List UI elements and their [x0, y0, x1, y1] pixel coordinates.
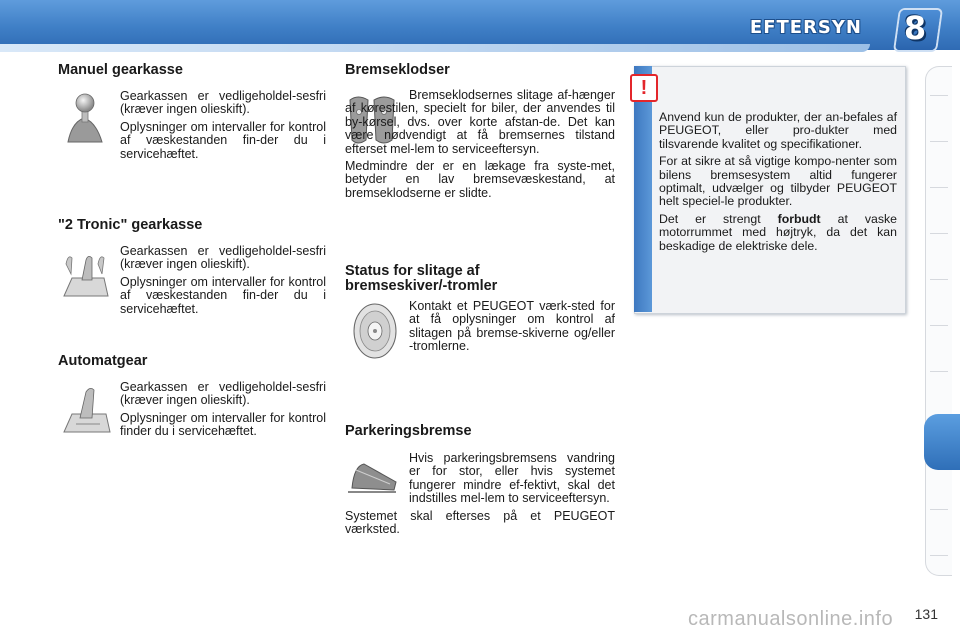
- tab-divider: [930, 371, 948, 372]
- heading-line: bremseskiver/-tromler: [345, 278, 498, 294]
- warning-box-accent-bar: [634, 66, 652, 312]
- paragraph: Oplysninger om intervaller for kontrol af væskestanden fin-der du i servicehæftet.: [120, 274, 326, 316]
- warning-text: [659, 111, 897, 257]
- parking-brake-text: [345, 452, 615, 540]
- warning-exclamation-icon: !: [630, 74, 658, 102]
- header-swoosh: [0, 44, 870, 52]
- tab-divider: [930, 279, 948, 280]
- watermark: carmanualsonline.info: [688, 608, 894, 630]
- page-number: 131: [914, 606, 938, 622]
- heading-2tronic-gearbox: "2 Tronic" gearkasse: [58, 217, 203, 233]
- automatic-gear-selector-icon: [60, 384, 112, 440]
- heading-parking-brake: Parkeringsbremse: [345, 423, 472, 439]
- paragraph: Bremseklodsernes slitage af-hænger af kørestilen, specielt for biler, der anvendes til by-kørsel, dvs. over korte afstan-de. Det kan være nødvendigt at få bremsernes tilstand efterset mel-lem to serviceeftersyn.: [345, 88, 615, 156]
- paragraph: Gearkassen er vedligeholdel-sesfri (kræver ingen olieskift).: [120, 244, 326, 272]
- tab-divider: [930, 187, 948, 188]
- text-run: Det er strengt: [659, 211, 778, 226]
- heading-manual-gearbox: Manuel gearkasse: [58, 62, 183, 78]
- paragraph: Oplysninger om intervaller for kontrol af væskestanden fin-der du i servicehæftet.: [120, 119, 326, 161]
- tab-divider: [930, 509, 948, 510]
- tab-divider: [930, 95, 948, 96]
- heading-brake-discs: [345, 264, 497, 294]
- paragraph: Gearkassen er vedligeholdel-sesfri (kræver ingen olieskift).: [120, 380, 326, 408]
- tab-divider: [930, 141, 948, 142]
- paragraph: Oplysninger om intervaller for kontrol finder du i servicehæftet.: [120, 410, 326, 439]
- paragraph: Hvis parkeringsbremsens vandring er for stor, eller hvis systemet fungerer mindre ef-fektivt, skal det indstilles mel-lem to serviceeftersyn.: [409, 451, 615, 506]
- tab-divider: [930, 325, 948, 326]
- chapter-tabs[interactable]: [925, 66, 952, 576]
- brake-pads-text: [345, 89, 615, 204]
- paragraph: Gearkassen er vedligeholdel-sesfri (kræver ingen olieskift).: [120, 89, 326, 117]
- chapter-tab-active[interactable]: [924, 414, 960, 470]
- paragraph: Systemet skal efterses på et PEUGEOT værksted.: [345, 508, 615, 537]
- paragraph: [659, 213, 897, 253]
- chapter-number: 8: [903, 9, 927, 47]
- heading-automatic-gearbox: Automatgear: [58, 353, 148, 369]
- brake-disc-icon: [350, 302, 400, 360]
- bold-word: forbudt: [777, 211, 821, 226]
- manual-gear-lever-icon: [62, 92, 108, 148]
- tronic-gear-selector-icon: [58, 250, 112, 302]
- brake-discs-text: [409, 300, 615, 358]
- tab-divider: [930, 233, 948, 234]
- chapter-title: EFTERSYN: [749, 17, 862, 38]
- paragraph: Kontakt et PEUGEOT værk-sted for at få oplysninger om kontrol af slitagen på bremse-skiverne og/eller -tromlerne.: [409, 299, 615, 354]
- automatic-gearbox-text: [120, 381, 326, 443]
- paragraph: Anvend kun de produkter, der an-befales af PEUGEOT, eller pro-dukter med tilsvarende kvalitet og specifikationer.: [659, 110, 897, 151]
- paragraph: For at sikre at så vigtige kompo-nenter som bilens bremsesystem altid fungerer optimalt, udvælger og tilbyder PEUGEOT helt speciel-le produkter.: [659, 154, 897, 209]
- tab-divider: [930, 555, 948, 556]
- heading-brake-pads: Bremseklodser: [345, 62, 450, 78]
- heading-line: Status for slitage af: [345, 263, 480, 279]
- paragraph: Medmindre der er en lækage fra syste-met, betyder en lav bremsevæskestand, at bremseklodserne er slidte.: [345, 159, 615, 200]
- text-run: at vaske motorrummet med højtryk, da det kan beskadige de elektriske dele.: [659, 211, 897, 253]
- tronic-gearbox-text: [120, 245, 326, 320]
- manual-gearbox-text: [120, 90, 326, 165]
